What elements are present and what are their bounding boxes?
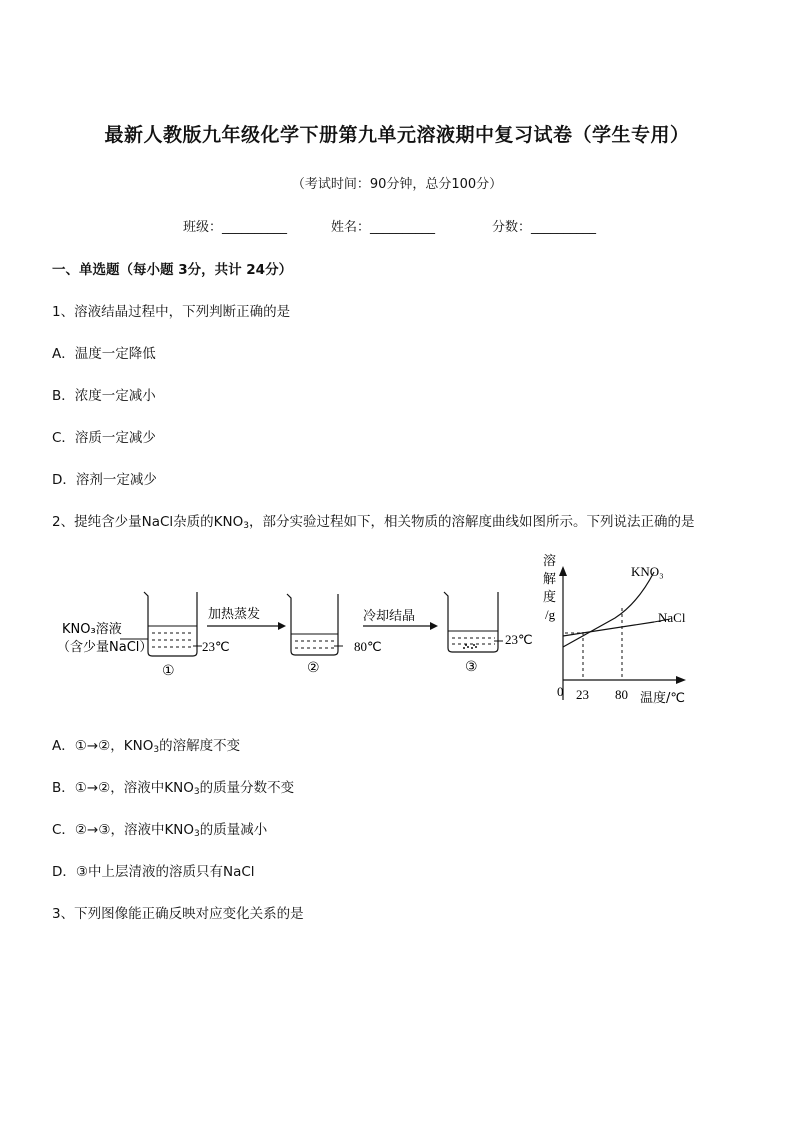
q1-option-a: A．温度一定降低	[52, 346, 156, 362]
q2-option-d: D．③中上层清液的溶质只有NaCl	[52, 864, 255, 880]
score-field: 分数：__________	[492, 220, 597, 235]
question-3-stem: 3、下列图像能正确反映对应变化关系的是	[52, 906, 304, 922]
kno3-curve	[563, 572, 654, 647]
beaker-2	[287, 594, 338, 655]
section-heading: 一、单选题（每小题 3分，共计 24分）	[52, 262, 293, 278]
beaker-3-temp: 23℃	[505, 632, 533, 647]
q1-option-d: D．溶剂一定减少	[52, 472, 157, 488]
class-field: 班级：__________	[183, 220, 288, 235]
y-label-2: 解	[543, 572, 557, 587]
tick-80: 80	[615, 687, 628, 702]
beaker-1-temp: 23℃	[202, 639, 230, 654]
kno3-label: KNO₃	[631, 564, 664, 579]
tick-23: 23	[576, 687, 589, 702]
arrow-1-label: 加热蒸发	[208, 607, 261, 622]
arrow-2-label: 冷却结晶	[363, 609, 416, 624]
q2-option-b: B．①→②，溶液中$KNO_3$的质量分数不变	[52, 780, 295, 797]
q1-option-b: B．浓度一定减小	[52, 388, 156, 404]
beaker-2-number: ②	[307, 660, 320, 676]
y-label-4: /g	[545, 607, 556, 622]
exam-info: （考试时间：90分钟，总分100分）	[291, 177, 503, 192]
beaker-3-number: ③	[465, 659, 478, 675]
question-2-stem: 2、提纯含少量NaCl杂质的$KNO_3$，部分实验过程如下，相关物质的溶解度曲线如图所示。下列说法正确的是	[52, 514, 695, 531]
beaker-1-number: ①	[162, 663, 175, 679]
nacl-curve	[563, 622, 654, 636]
beaker-2-temp: 80℃	[354, 639, 382, 654]
q2-option-a: A．①→②，$KNO_3$的溶解度不变	[52, 738, 241, 755]
q1-option-c: C．溶质一定减少	[52, 430, 156, 446]
page-title: 最新人教版九年级化学下册第九单元溶液期中复习试卷（学生专用）	[104, 124, 690, 146]
nacl-label: NaCl	[658, 610, 686, 625]
origin-label: 0	[557, 684, 564, 699]
beaker-3	[444, 592, 498, 652]
beaker-1-sublabel: （含少量NaCl）	[57, 640, 153, 655]
crystals	[463, 644, 477, 649]
question-1-stem: 1、溶液结晶过程中，下列判断正确的是	[52, 304, 291, 320]
y-label-3: 度	[543, 590, 557, 605]
beaker-1-label: KNO₃溶液	[62, 622, 122, 637]
name-field: 姓名：__________	[331, 220, 436, 235]
y-label-1: 溶	[543, 554, 557, 569]
q2-option-c: C．②→③，溶液中$KNO_3$的质量减小	[52, 822, 268, 839]
experiment-figure	[50, 548, 750, 713]
x-axis-label: 温度/℃	[640, 691, 685, 706]
